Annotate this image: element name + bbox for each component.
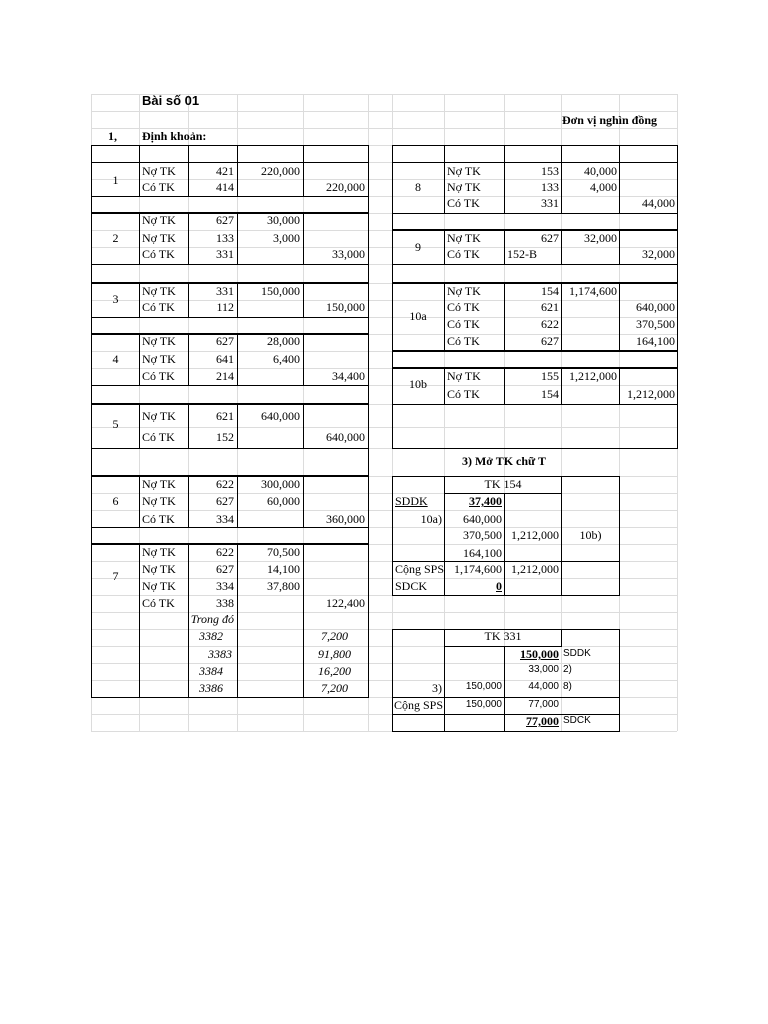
border-line [139,544,140,698]
border-line [368,145,369,163]
t154-debit-entry: 640,000 [463,512,502,526]
border-line [91,544,92,698]
border-line [392,351,678,352]
border-line [188,162,189,197]
border-line [392,162,678,163]
entry-7-sub-account: 3384 [199,664,223,678]
entry-10a-number: 10a [409,309,427,323]
entry-3-debit: 150,000 [261,284,300,298]
t331-debit-3: 150,000 [465,681,502,692]
entry-3-account: 331 [216,284,234,298]
entry-7-account: 334 [216,579,234,593]
border-line [91,162,369,163]
entry-7-account: 622 [216,545,234,559]
border-line [237,162,238,197]
section-1-number: 1, [108,129,117,143]
border-line [237,283,238,318]
grid-line [91,663,677,664]
t154-cong-sps-credit: 1,212,000 [511,562,559,576]
entry-3-number: 3 [112,292,119,306]
entry-3-credit: 150,000 [326,300,365,314]
exercise-title: Bài số 01 [142,93,200,108]
entry-8-account: 133 [541,180,559,194]
entry-4-account: 214 [216,369,234,383]
t331-cong-sps-credit: 77,000 [528,699,559,710]
border-line [368,283,369,318]
entry-9-account: 152-B [507,247,537,261]
entry-2-debit: 3,000 [273,231,300,245]
border-line [677,162,678,214]
border-line [368,476,369,528]
entry-6-number: 6 [112,494,119,508]
entry-7-sub-amount: 7,200 [321,681,348,695]
border-line [392,595,620,596]
entry-4-side: Có TK [142,369,175,383]
border-line [392,448,678,449]
entry-8-account: 153 [541,164,559,178]
t331-name: TK 331 [484,629,522,643]
entry-8-debit: 4,000 [590,180,617,194]
entry-9-number: 9 [415,240,421,254]
entry-3-account: 112 [216,300,234,314]
border-line [619,476,620,596]
entry-10b-number: 10b [409,377,427,391]
entry-7-sub-amount: 7,200 [321,629,348,643]
border-line [188,334,189,386]
entry-10a-account: 621 [541,300,559,314]
entry-7-side: Nợ TK [142,545,176,559]
entry-10a-side: Có TK [447,317,480,331]
entry-1-account: 421 [216,164,234,178]
border-line [444,230,445,265]
border-line [91,282,369,283]
entry-8-number: 8 [415,180,421,194]
border-line [368,544,369,698]
border-line [188,476,189,528]
entry-8-side: Có TK [447,196,480,210]
border-line [188,283,189,318]
border-line [91,385,92,405]
border-line [444,476,445,596]
grid-line [91,111,677,112]
entry-7-debit: 37,800 [267,579,300,593]
entry-10a-credit: 370,500 [636,317,675,331]
border-line [392,367,678,368]
entry-10a-side: Có TK [447,300,480,314]
t154-credit-entry: 1,212,000 [511,528,559,542]
border-line [392,476,393,596]
border-line [237,145,238,163]
border-line [91,543,369,544]
entry-8-credit: 44,000 [642,196,675,210]
entry-6-debit: 300,000 [261,477,300,491]
entry-6-side: Nợ TK [142,477,176,491]
t154-ref-10a: 10a) [420,512,442,526]
section-3-title: 3) Mở TK chữ T [461,454,547,468]
border-line [368,385,369,405]
entry-7-trong-do-label: Trong đó [190,612,234,626]
border-line [91,385,369,386]
entry-5-number: 5 [112,417,119,431]
entry-6-side: Có TK [142,512,175,526]
border-line [237,213,238,265]
border-line [677,351,678,369]
entry-5-side: Nợ TK [142,409,176,423]
entry-1-account: 414 [216,180,234,194]
border-line [561,629,562,647]
border-line [91,317,369,318]
grid-line [91,578,677,579]
border-line [91,527,369,528]
entry-4-account: 627 [216,334,234,348]
grid-line [91,300,677,301]
t331-cong-sps-debit: 150,000 [465,699,502,710]
border-line [139,404,140,449]
border-line [392,264,393,284]
entry-7-account: 627 [216,562,234,576]
t154-name: TK 154 [484,477,522,491]
entry-10a-side: Nợ TK [447,284,481,298]
grid-line [91,493,677,494]
entry-2-side: Có TK [142,247,175,261]
entry-6-debit: 60,000 [267,494,300,508]
t331-ref-2: 2) [563,664,572,675]
border-line [392,404,678,405]
entry-1-credit: 220,000 [326,180,365,194]
border-line [677,283,678,352]
border-line [368,317,369,335]
border-line [677,230,678,265]
border-line [91,527,92,545]
entry-10b-side: Nợ TK [447,369,481,383]
entry-9-side: Nợ TK [447,231,481,245]
t331-sddk-value: 150,000 [520,647,559,661]
border-line [91,403,369,404]
entry-7-sub-account: 3383 [208,647,232,661]
border-line [392,264,678,265]
border-line [444,629,445,732]
entry-2-account: 133 [216,231,234,245]
entry-2-account: 331 [216,247,234,261]
border-line [392,282,678,283]
entry-8-account: 331 [541,196,559,210]
entry-2-side: Nợ TK [142,231,176,245]
entry-6-account: 334 [216,512,234,526]
border-line [237,476,238,528]
border-line [91,264,369,265]
entry-5-side: Có TK [142,430,175,444]
border-line [139,334,140,386]
entry-10b-credit: 1,212,000 [627,387,675,401]
border-line [368,264,369,284]
entry-4-debit: 28,000 [267,334,300,348]
entry-3-side: Có TK [142,300,175,314]
entry-4-credit: 34,400 [332,369,365,383]
border-line [188,544,189,698]
entry-4-side: Nợ TK [142,352,176,366]
entry-8-debit: 40,000 [584,164,617,178]
entry-8-side: Nợ TK [447,180,481,194]
border-line [91,145,92,163]
border-line [392,213,678,214]
border-line [561,145,562,163]
entry-2-credit: 33,000 [332,247,365,261]
entry-7-credit: 122,400 [326,596,365,610]
border-line [392,145,678,146]
entry-10a-account: 622 [541,317,559,331]
border-line [139,162,140,197]
entry-1-debit: 220,000 [261,164,300,178]
border-line [237,544,238,698]
border-line [392,404,393,449]
entry-7-debit: 70,500 [267,545,300,559]
border-line [392,145,393,163]
border-line [677,264,678,284]
t331-cong-sps-label: Cộng SPS [394,698,444,712]
border-line [677,404,678,449]
grid-line [91,612,677,613]
t154-sdck-label: SDCK [395,579,428,593]
entry-7-account: 338 [216,596,234,610]
t154-sdck-value: 0 [496,579,502,593]
border-line [91,264,92,284]
entry-10b-account: 154 [541,387,559,401]
entry-7-sub-amount: 91,800 [318,647,351,661]
border-line [368,527,369,545]
border-line [368,213,369,265]
entry-7-side: Nợ TK [142,579,176,593]
entry-6-credit: 360,000 [326,512,365,526]
border-line [444,283,445,352]
entry-5-credit: 640,000 [326,430,365,444]
entry-9-debit: 32,000 [584,231,617,245]
t331-ref-8: 8) [563,681,572,692]
entry-10b-debit: 1,212,000 [569,369,617,383]
section-1-label: Định khoản: [142,129,207,143]
unit-note: Đơn vị nghìn đồng [562,113,658,127]
border-line [188,404,189,449]
border-line [237,404,238,449]
t331-sddk-label: SDDK [563,648,591,659]
border-line [91,196,92,214]
entry-10b-account: 155 [541,369,559,383]
border-line [368,404,369,449]
border-line [91,317,92,335]
t154-sddk-value: 37,400 [469,494,502,508]
border-line [91,404,369,405]
entry-7-sub-amount: 16,200 [318,664,351,678]
entry-5-account: 621 [216,409,234,423]
entry-1-side: Có TK [142,180,175,194]
border-line [188,213,189,265]
t331-sdck-label: SDCK [563,715,591,726]
t154-ref-10b: 10b) [579,528,602,542]
border-line [368,448,369,477]
entry-7-sub-account: 3382 [199,629,223,643]
border-line [237,334,238,386]
t331-ref-3: 3) [432,681,442,695]
entry-7-side: Nợ TK [142,562,176,576]
entry-7-number: 7 [112,569,119,583]
entry-7-side: Có TK [142,596,175,610]
border-line [619,629,620,732]
entry-5-account: 152 [216,430,234,444]
border-line [303,145,304,163]
border-line [677,145,678,163]
entry-10b-side: Có TK [447,387,480,401]
border-line [91,697,369,698]
entry-7-debit: 14,100 [267,562,300,576]
border-line [677,213,678,231]
border-line [368,196,369,214]
entry-1-side: Nợ TK [142,164,176,178]
border-line [392,731,620,732]
border-line [368,334,369,386]
t154-cong-sps-label: Cộng SPS [395,562,445,576]
border-line [504,145,505,163]
entry-10a-credit: 640,000 [636,300,675,314]
t331-sdck-value: 77,000 [526,714,559,728]
border-line [139,145,140,163]
grid-line [91,427,677,428]
border-line [188,145,189,163]
entry-10a-side: Có TK [447,334,480,348]
grid-line [91,247,677,248]
border-line [91,448,92,477]
border-line [139,213,140,265]
t331-credit-8: 44,000 [528,681,559,692]
entry-3-side: Nợ TK [142,284,176,298]
border-line [139,476,140,528]
entry-1-number: 1 [112,173,119,187]
border-line [91,145,369,146]
entry-4-side: Nợ TK [142,334,176,348]
t331-credit-2: 33,000 [528,664,559,675]
border-line [444,162,445,214]
t154-debit-entry: 370,500 [463,528,502,542]
entry-8-side: Nợ TK [447,164,481,178]
border-line [392,229,678,230]
entry-9-credit: 32,000 [642,247,675,261]
grid-line [91,680,677,681]
border-line [504,493,505,596]
entry-2-number: 2 [112,231,119,245]
border-line [444,145,445,163]
t154-debit-entry: 164,100 [463,546,502,560]
border-line [392,213,393,231]
entry-6-account: 622 [216,477,234,491]
entry-10a-credit: 164,100 [636,334,675,348]
entry-9-account: 627 [541,231,559,245]
border-line [392,350,678,351]
entry-4-debit: 6,400 [273,352,300,366]
border-line [619,145,620,163]
entry-10a-account: 154 [541,284,559,298]
t154-sddk-label: SDDK [395,494,428,508]
entry-4-number: 4 [112,352,119,366]
border-line [91,448,369,449]
grid-line [91,510,677,511]
entry-6-side: Nợ TK [142,494,176,508]
t154-cong-sps-debit: 1,174,600 [454,562,502,576]
border-line [368,162,369,197]
entry-4-account: 641 [216,352,234,366]
entry-7-sub-account: 3386 [199,681,223,695]
entry-10a-account: 627 [541,334,559,348]
entry-2-debit: 30,000 [267,213,300,227]
border-line [444,368,445,405]
entry-5-debit: 640,000 [261,409,300,423]
border-line [392,351,393,369]
border-line [677,368,678,405]
entry-2-side: Nợ TK [142,213,176,227]
entry-2-account: 627 [216,213,234,227]
border-line [139,283,140,318]
border-line [91,475,369,476]
entry-6-account: 627 [216,494,234,508]
border-line [91,196,369,197]
entry-10a-debit: 1,174,600 [569,284,617,298]
entry-9-side: Có TK [447,247,480,261]
